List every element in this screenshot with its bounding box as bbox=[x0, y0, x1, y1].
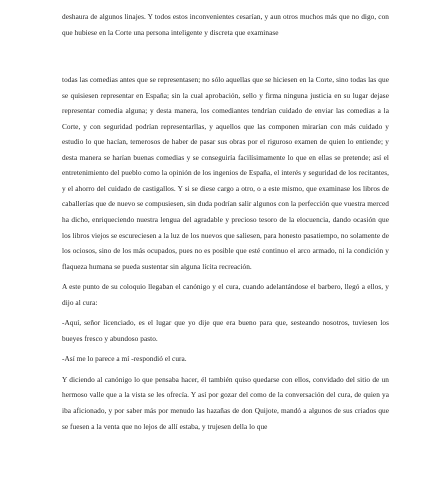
paragraph-4-dialogue: -Aquí, señor licenciado, es el lugar que yo dije que era bueno para que, sesteando nosotros, tuviesen los bueyes fresco y abundoso pasto. bbox=[62, 318, 389, 343]
paragraph-5-dialogue: -Así me lo parece a mí -respondió el cura. bbox=[62, 354, 187, 364]
paragraph-6: Y diciendo al canónigo lo que pensaba hacer, él también quiso quedarse con ellos, convidado del sitio de un hermoso valle que a la vista se les ofrecía. Y así por gozar del como de la conversación del cura, de quien ya iba aficionado, y por saber más por menudo las hazañas de don Quijote, mandó a algunos de sus criados que se fuesen a la venta que no lejos de allí estaba, y trujesen della lo que bbox=[62, 374, 389, 431]
paragraph-1: deshaura de algunos linajes. Y todos estos inconvenientes cesarían, y aun otros muchos más que no digo, con que hubiese en la Corte una persona inteligente y discreta que examinase bbox=[62, 12, 389, 37]
paragraph-3: A este punto de su coloquio llegaban el canónigo y el cura, cuando adelantándose el barbero, llegó a ellos, y dijo al cura: bbox=[62, 282, 389, 307]
paragraph-2: todas las comedias antes que se representasen; no sólo aquellas que se hiciesen en la Corte, sino todas las que se quisiesen representar en España; sin la cual aprobación, sello y firma ninguna justicia en su lugar dejase representar comedia alguna; y desta manera, los comediantes tendrían cuidado de enviar las comedias a la Corte, y con seguridad podrían representarllas, y aquellos que las componen mirarían con más cuidado y estudio lo que hacían, temerosos de haber de pasar sus obras por el riguroso examen de quien lo entiende; y desta manera se harían buenas comedias y se conseguiría facilísimamente lo que en ellas se pretende; así el entretenimiento del pueblo como la opinión de los ingenios de España, el interés y seguridad de los recitantes, y el ahorro del cuidado de castigallos. Y si se diese cargo a otro, o a este mismo, que examinase los libros de caballerías que de nuevo se compusiesen, sin duda podrían salir algunos con la perfección que vuestra merced ha dicho, enriqueciendo nuestra lengua del agradable y precioso tesoro de la elocuencia, dando ocasión que los libros viejos se escureciesen a la luz de los nuevos que saliesen, para honesto pasatiempo, no solamente de los ociosos, sino de los más ocupados, pues no es posible que esté continuo el arco armado, ni la condición y flaqueza humana se pueda sustentar sin alguna lícita recreación. bbox=[62, 75, 389, 271]
text-column bbox=[62, 9, 389, 434]
